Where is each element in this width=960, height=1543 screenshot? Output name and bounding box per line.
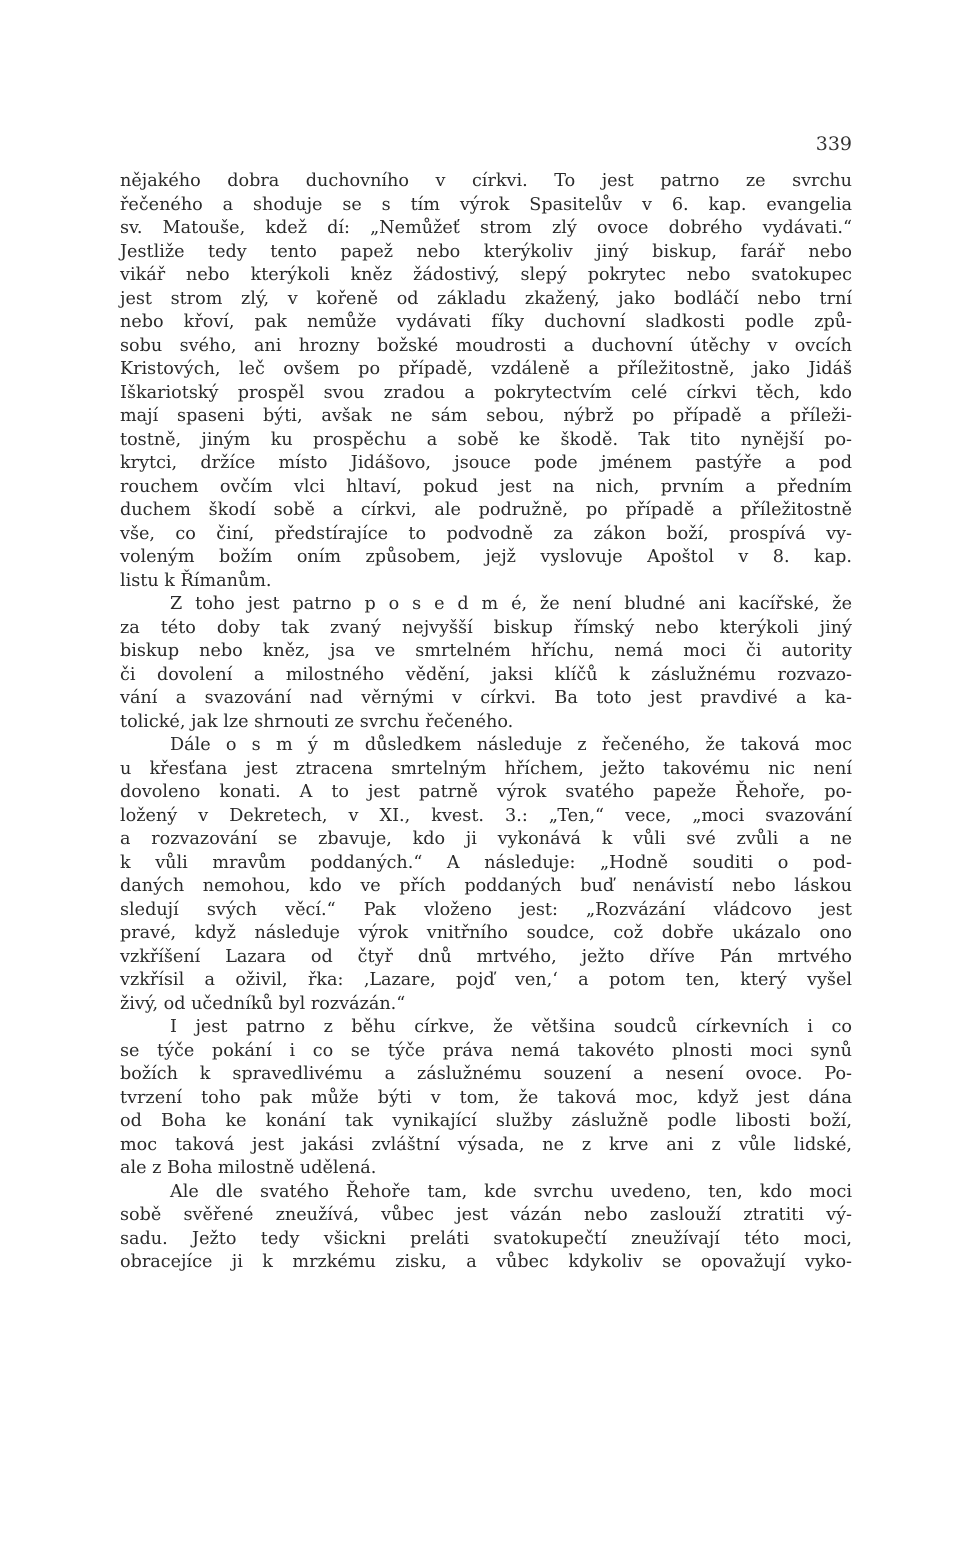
text-line: vikář nebo kterýkoli kněz žádostivý, slepý pokrytec nebo svatokupec — [120, 265, 852, 285]
text-line: u křesťana jest ztracena smrtelným hříchem, ježto takovému nic není — [120, 758, 852, 779]
text-line: božích k spravedlivému a záslužnému souzení a nesení ovoce. Po- — [120, 1064, 852, 1084]
text-line: dovoleno konati. A to jest patrně výrok svatého papeže Řehoře, po- — [120, 782, 852, 802]
text-line: I jest patrno z běhu církve, že většina soudců církevních i co — [170, 1017, 852, 1037]
text-line: k vůli mravům poddaných.“ A následuje: „Hodně souditi o pod- — [120, 852, 852, 873]
text-line: vzkřísil a oživil, řka: ‚Lazare, pojď ven,‘ a potom ten, který vyšel — [120, 970, 852, 990]
text-line: řečeného a shoduje se s tím výrok Spasitelův v 6. kap. evangelia — [120, 194, 852, 215]
text-line: za této doby tak zvaný nejvyšší biskup římský nebo kterýkoli jiný — [120, 617, 852, 638]
page-number: 339 — [815, 133, 852, 155]
text-line: či dovolení a milostného vědění, jaksi klíčů k záslužnému rozvazo- — [120, 664, 852, 685]
text-line: duchem škodí sobě a církvi, ale podružně, po případě a příležitostně — [120, 500, 852, 520]
text-line: moc taková jest jakási zvláštní výsada, ne z krve ani z vůle lidské, — [120, 1134, 852, 1155]
text-line: jest strom zlý, v kořeně od základu zkažený, jako bodláčí nebo trní — [120, 288, 852, 309]
text-line: Dále o s m ý m důsledkem následuje z řečeného, že taková moc — [170, 735, 852, 755]
text-line: se týče pokání i co se týče práva nemá takovéto plnosti moci synů — [120, 1040, 852, 1061]
text-line: Jestliže tedy tento papež nebo kterýkoliv jiný biskup, farář nebo — [120, 241, 852, 262]
text-line: sv. Matouše, kdež dí: „Nemůžeť strom zlý ovoce dobrého vydávati.“ — [120, 218, 852, 238]
text-line: živý, od učedníků byl rozvázán.“ — [120, 993, 406, 1014]
text-line: tostně, jiným ku prospěchu a sobě ke škodě. Tak tito nynější po- — [120, 429, 852, 450]
text-line: rouchem ovčím vlci hltaví, pokud jest na nich, prvním a předním — [120, 476, 852, 497]
text-line: biskup nebo kněz, jsa ve smrtelném hříchu, nemá moci či autority — [120, 641, 852, 661]
text-line: obracejíce ji k mrzkému zisku, a vůbec kdykoliv se opovažují vyko- — [120, 1252, 852, 1272]
text-line: Ale dle svatého Řehoře tam, kde svrchu uvedeno, ten, kdo moci — [170, 1181, 852, 1202]
text-line: vše, co činí, předstírajíce to podvodně za zákon boží, prospívá vy- — [120, 523, 852, 544]
text-line: a rozvazování se zbavuje, kdo ji vykonává k vůli své zvůli a ne — [120, 829, 852, 849]
text-line: ložený v Dekretech, v XI., kvest. 3.: „Ten,“ vece, „moci svazování — [120, 805, 852, 826]
text-line: vání a svazování nad věrnými v církvi. Ba toto jest pravdivé a ka- — [120, 688, 852, 708]
text-line: Z toho jest patrno p o s e d m é, že není bludné ani kacířské, že — [170, 594, 852, 614]
text-line: sobě svěřené zneužívá, vůbec jest vázán nebo zaslouží ztratiti vý- — [120, 1205, 852, 1225]
text-line: ale z Boha milostně udělená. — [120, 1158, 377, 1178]
text-line: krytci, držíce místo Jidášovo, jsouce pode jménem pastýře a pod — [120, 453, 852, 473]
text-line: pravé, když následuje výrok vnitřního soudce, což dobře ukázalo ono — [120, 923, 852, 943]
text-line: sobu svého, ani hrozny božské moudrosti a duchovní útěchy v ovcích — [120, 335, 852, 356]
text-line: daných nemohou, kdo ve přích poddaných buď nenávistí nebo láskou — [120, 876, 852, 896]
text-line: Iškariotský prospěl svou zradou a pokrytectvím celé církvi těch, kdo — [120, 382, 852, 403]
text-line: sadu. Ježto tedy všickni preláti svatokupečtí zneužívají této moci, — [120, 1228, 852, 1249]
text-line: Kristových, leč ovšem po případě, vzdáleně a příležitostně, jako Jidáš — [120, 359, 852, 379]
text-line: od Boha ke konání tak vynikající služby záslužně podle libosti boží, — [120, 1111, 852, 1131]
text-line: listu k Římanům. — [120, 570, 272, 591]
text-line: nějakého dobra duchovního v církvi. To jest patrno ze svrchu — [120, 171, 852, 191]
text-line: nebo křoví, pak nemůže vydávati fíky duchovní sladkosti podle způ- — [120, 312, 852, 332]
text-line: sledují svých věcí.“ Pak vloženo jest: „Rozvázání vládcovo jest — [120, 899, 852, 920]
body-text — [120, 170, 852, 1275]
text-line: voleným božím oním způsobem, jejž vyslovuje Apoštol v 8. kap. — [120, 547, 852, 567]
text-line: tolické, jak lze shrnouti ze svrchu řečeného. — [120, 711, 514, 732]
text-line: mají spaseni býti, avšak ne sám sebou, nýbrž po případě a příleži- — [120, 406, 852, 426]
text-line: tvrzení toho pak může býti v tom, že taková moc, když jest dána — [120, 1087, 852, 1108]
text-line: vzkříšení Lazara od čtyř dnů mrtvého, ježto dříve Pán mrtvého — [120, 946, 852, 967]
